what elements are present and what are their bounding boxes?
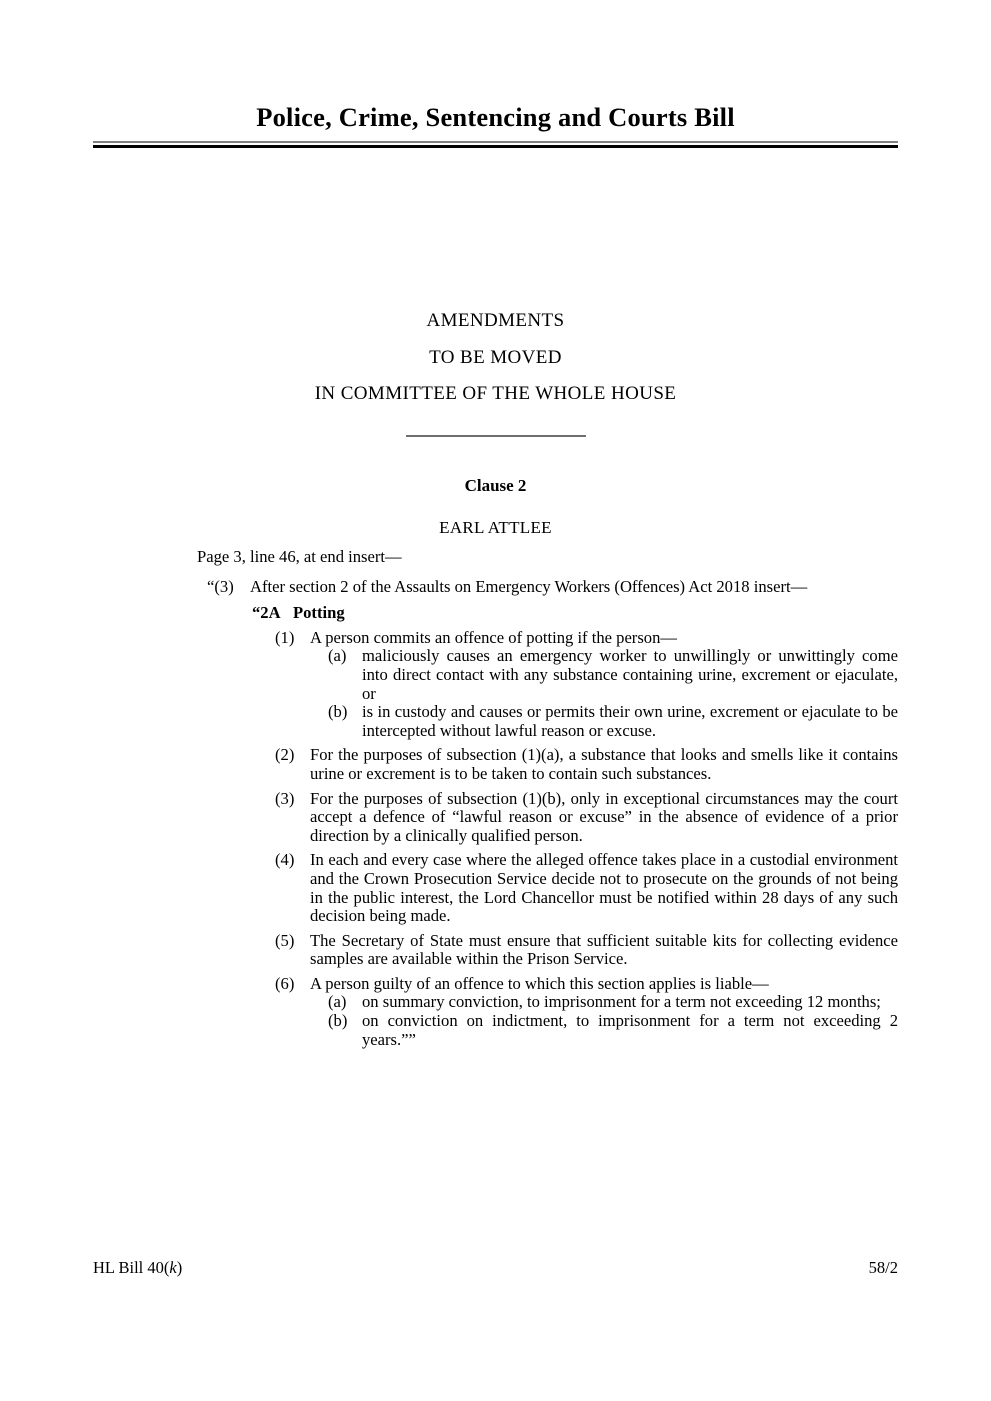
heading-in-committee: IN COMMITTEE OF THE WHOLE HOUSE: [314, 383, 677, 404]
subsection-text: For the purposes of subsection (1)(a), a substance that looks and smells like it contains urine or excrement is to be taken to contain such substances.: [310, 745, 898, 783]
bill-reference-suffix: ): [176, 1258, 183, 1277]
amendment-body: [197, 548, 898, 1049]
subsection-marker: (2): [275, 745, 295, 765]
quoted-subsection-marker: “(3): [207, 576, 234, 596]
paragraph-1a: [328, 647, 898, 703]
clause-heading: Clause 2: [464, 476, 527, 495]
paragraph-text: maliciously causes an emergency worker to unwillingly or unwittingly come into direct contact with any substance containing urine, excrement or ejaculate, or: [362, 646, 898, 703]
subsection-3: [275, 790, 898, 846]
paragraph-text: on summary conviction, to imprisonment for a term not exceeding 12 months;: [362, 992, 881, 1012]
paragraph-marker: (b): [328, 702, 348, 722]
subsection-1: [275, 629, 898, 648]
sponsor-name: EARL ATTLEE: [439, 518, 552, 537]
new-section-heading: [252, 604, 898, 623]
subsection-text: A person commits an offence of potting if the person—: [310, 627, 677, 647]
subsection-marker: (1): [275, 627, 295, 647]
bill-reference-letter: k: [169, 1258, 177, 1277]
paragraph-6b: [328, 1012, 898, 1049]
title-double-rule: [93, 141, 898, 148]
subsection-4: [275, 851, 898, 925]
subsection-2: [275, 746, 898, 783]
lead-instruction: Page 3, line 46, at end insert—: [197, 547, 402, 566]
bill-reference: [93, 1258, 182, 1278]
heading-amendments: AMENDMENTS: [426, 310, 565, 331]
paragraph-marker: (b): [328, 1011, 348, 1031]
subsection-6: [275, 975, 898, 994]
subsection-marker: (6): [275, 973, 295, 993]
quoted-subsection-text: After section 2 of the Assaults on Emergency Workers (Offences) Act 2018 insert—: [250, 576, 808, 596]
subsection-text: The Secretary of State must ensure that sufficient suitable kits for collecting evidence samples are available within the Prison Service.: [310, 930, 898, 969]
quoted-subsection: [207, 578, 898, 597]
new-section-number: “2A: [252, 603, 281, 623]
page-reference: 58/2: [868, 1258, 898, 1277]
subsection-marker: (4): [275, 850, 295, 870]
separator-rule: [406, 435, 586, 437]
subsection-marker: (3): [275, 788, 295, 808]
subsection-5: [275, 932, 898, 969]
page-footer: [93, 1258, 898, 1278]
paragraph-text: on conviction on indictment, to imprisonment for a term not exceeding 2 years.””: [362, 1011, 898, 1049]
heading-block: [93, 303, 898, 437]
masthead: [93, 103, 898, 148]
paragraph-marker: (a): [328, 646, 347, 666]
paragraph-text: is in custody and causes or permits their own urine, excrement or ejaculate to be intercepted without lawful reason or excuse.: [362, 702, 898, 740]
subsection-text: A person guilty of an offence to which this section applies is liable—: [310, 973, 769, 993]
bill-reference-prefix: HL Bill 40(: [93, 1258, 170, 1277]
heading-to-be-moved: TO BE MOVED: [429, 346, 562, 368]
subsection-text: In each and every case where the alleged offence takes place in a custodial environment and the Crown Prosecution Service decide not to prosecute on the grounds of not being in the public interest, the Lord Chancellor must be notified within 28 days of any such decision being made.: [310, 850, 898, 926]
subsection-marker: (5): [275, 930, 295, 950]
paragraph-marker: (a): [328, 992, 347, 1012]
paragraph-1b: [328, 703, 898, 740]
subsection-text: For the purposes of subsection (1)(b), only in exceptional circumstances may the court accept a defence of “lawful reason or excuse” in the absence of evidence of a prior direction by a clinically qualified person.: [310, 788, 898, 845]
paragraph-6a: [328, 993, 898, 1012]
page-title: Police, Crime, Sentencing and Courts Bill: [256, 102, 735, 132]
new-section-title: Potting: [293, 603, 345, 623]
